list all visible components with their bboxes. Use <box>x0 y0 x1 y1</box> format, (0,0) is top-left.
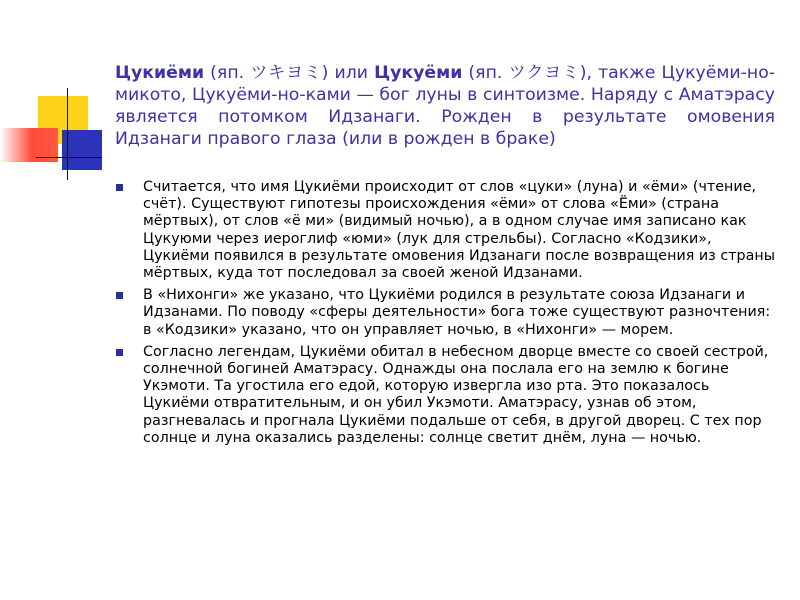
bullet-list <box>116 179 778 452</box>
square-bullet-icon <box>116 349 123 356</box>
decorative-squares <box>0 0 110 190</box>
title-note-2: (яп. ツクヨミ), также Цукуёми-но-микото, Цукуёми-но-ками — бог луны в синтоизме. Наряду с Аматэрасу является потомком Идзанаги. Рожден в результате омовения Идзанаги правого глаза (или в рожден в браке) <box>115 63 775 149</box>
slide-title <box>115 62 775 150</box>
bullet-item <box>116 344 778 447</box>
title-name-2: Цукуёми <box>374 63 463 83</box>
blue-square <box>62 130 102 170</box>
bullet-item <box>116 179 778 282</box>
vertical-line <box>67 88 68 180</box>
bullet-text: Согласно легендам, Цукиёми обитал в небесном дворце вместе со своей сестрой, солнечной богиней Аматэрасу. Однажды она послала его на землю к богине Укэмоти. Та угостила его едой, которую извергла изо рта. Это показалось Цукиёми отвратительным, и он убил Укэмоти. Аматэрасу, узнав об этом, разгневалась и прогнала Цукиёми подальше от себя, в другой дворец. С тех пор солнце и луна оказались разделены: солнце светит днём, луна — ночью. <box>143 343 769 446</box>
square-bullet-icon <box>116 184 123 191</box>
horizontal-line <box>36 157 102 158</box>
title-name-1: Цукиёми <box>115 63 205 83</box>
square-bullet-icon <box>116 292 123 299</box>
bullet-text: Считается, что имя Цукиёми происходит от слов «цуки» (луна) и «ёми» (чтение, счёт). Существуют гипотезы происхождения «ёми» от слова «Ёми» (страна мёртвых), от слов «ё ми» (видимый ночью), а в одном случае имя записано как Цукуюми через иероглиф «юми» (лук для стрельбы). Согласно «Кодзики», Цукиёми появился в результате омовения Идзанаги после возвращения из страны мёртвых, куда тот последовал за своей женой Идзанами. <box>143 179 775 282</box>
title-note-1: (яп. ツキヨミ) или <box>204 63 375 83</box>
bullet-text: В «Нихонги» же указано, что Цукиёми родился в результате союза Идзанаги и Идзанами. По поводу «сферы деятельности» бога тоже существуют разночтения: в «Кодзики» указано, что он управляет ночью, в «Нихонги» — морем. <box>143 287 771 338</box>
bullet-item <box>116 287 778 339</box>
